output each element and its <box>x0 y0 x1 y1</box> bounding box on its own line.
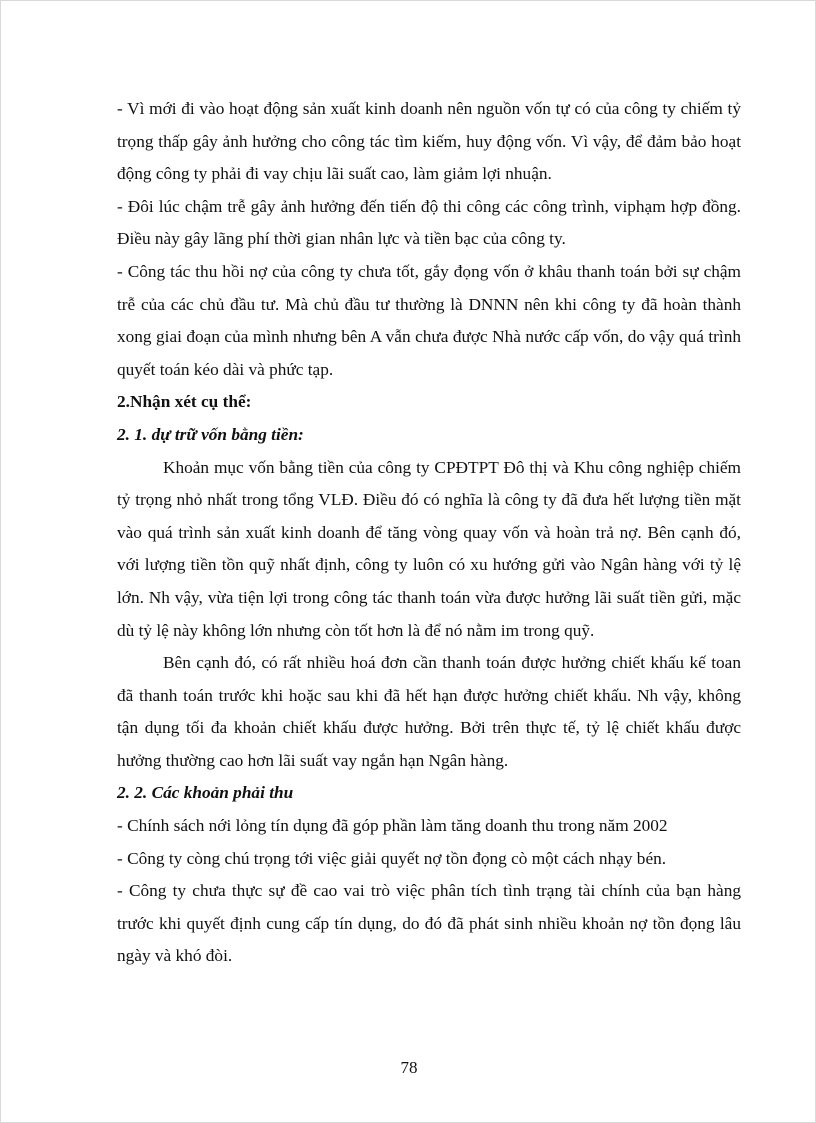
subsection-heading-receivables: 2. 2. Các khoản phải thu <box>117 783 294 803</box>
paragraph-debt-resolution: - Công ty còng chú trọng tới việc giải quyết nợ tồn đọng cò một cách nhạy bén. <box>117 848 667 868</box>
paragraph-credit-analysis: - Công ty chưa thực sự đề cao vai trò việc phân tích tình trạng tài chính của bạn hàng trước khi quyết định cung cấp tín dụng, do đó đã phát sinh nhiều khoản nợ tồn đọng lâu ngày và khó đòi. <box>117 881 741 966</box>
page-body <box>117 93 741 973</box>
paragraph-own-capital: - Vì mới đi vào hoạt động sản xuất kinh doanh nên nguồn vốn tự có của công ty chiếm tỷ trọng thấp gây ảnh hưởng cho công tác tìm kiếm, huy động vốn. Vì vậy, để đảm bảo hoạt động công ty phải đi vay chịu lãi suất cao, làm giảm lợi nhuận. <box>117 99 741 184</box>
page-number: 78 <box>400 1058 418 1077</box>
paragraph-discounts: Bên cạnh đó, có rất nhiều hoá đơn cần thanh toán được hưởng chiết khấu kế toan đã thanh toán trước khi hoặc sau khi đã hết hạn được hưởng chiết khấu. Nh vậy, không tận dụng tối đa khoản chiết khấu được hưởng. Bởi trên thực tế, tỷ lệ chiết khấu được hưởng thường cao hơn lãi suất vay ngắn hạn Ngân hàng. <box>117 653 741 770</box>
subsection-heading-cash: 2. 1. dự trữ vốn bằng tiền: <box>117 424 304 444</box>
section-heading: 2.Nhận xét cụ thể: <box>117 392 252 412</box>
paragraph-delays: - Đôi lúc chậm trễ gây ảnh hưởng đến tiến độ thi công các công trình, viphạm hợp đồng. Điều này gây lãng phí thời gian nhân lực và tiền bạc của công ty. <box>117 196 741 249</box>
paragraph-debt-collection: - Công tác thu hồi nợ của công ty chưa tốt, gắy đọng vốn ở khâu thanh toán bởi sự chậm trễ của các chủ đầu tư. Mà chủ đầu tư thường là DNNN nên khi công ty đã hoàn thành xong giai đoạn của mình nhưng bên A vẫn chưa được Nhà nước cấp vốn, do vậy quá trình quyết toán kéo dài và phức tạp. <box>117 261 741 379</box>
paragraph-cash-reserves: Khoản mục vốn bằng tiền của công ty CPĐTPT Đô thị và Khu công nghiệp chiếm tỷ trọng nhỏ nhất trong tổng VLĐ. Điều đó có nghĩa là công ty đã đưa hết lượng tiền mặt vào quá trình sản xuất kinh doanh để tăng vòng quay vốn và hoàn trả nợ. Bên cạnh đó, với lượng tiền tồn quỹ nhất định, công ty luôn có xu hướng gửi vào Ngân hàng với tỷ lệ lớn. Nh vậy, vừa tiện lợi trong công tác thanh toán vừa được hưởng lãi suất tiền gửi, mặc dù tỷ lệ này không lớn nhưng còn tốt hơn là để nó nằm im trong quỹ. <box>117 457 741 640</box>
paragraph-credit-policy: - Chính sách nới lỏng tín dụng đã góp phần làm tăng doanh thu trong năm 2002 <box>117 816 668 836</box>
